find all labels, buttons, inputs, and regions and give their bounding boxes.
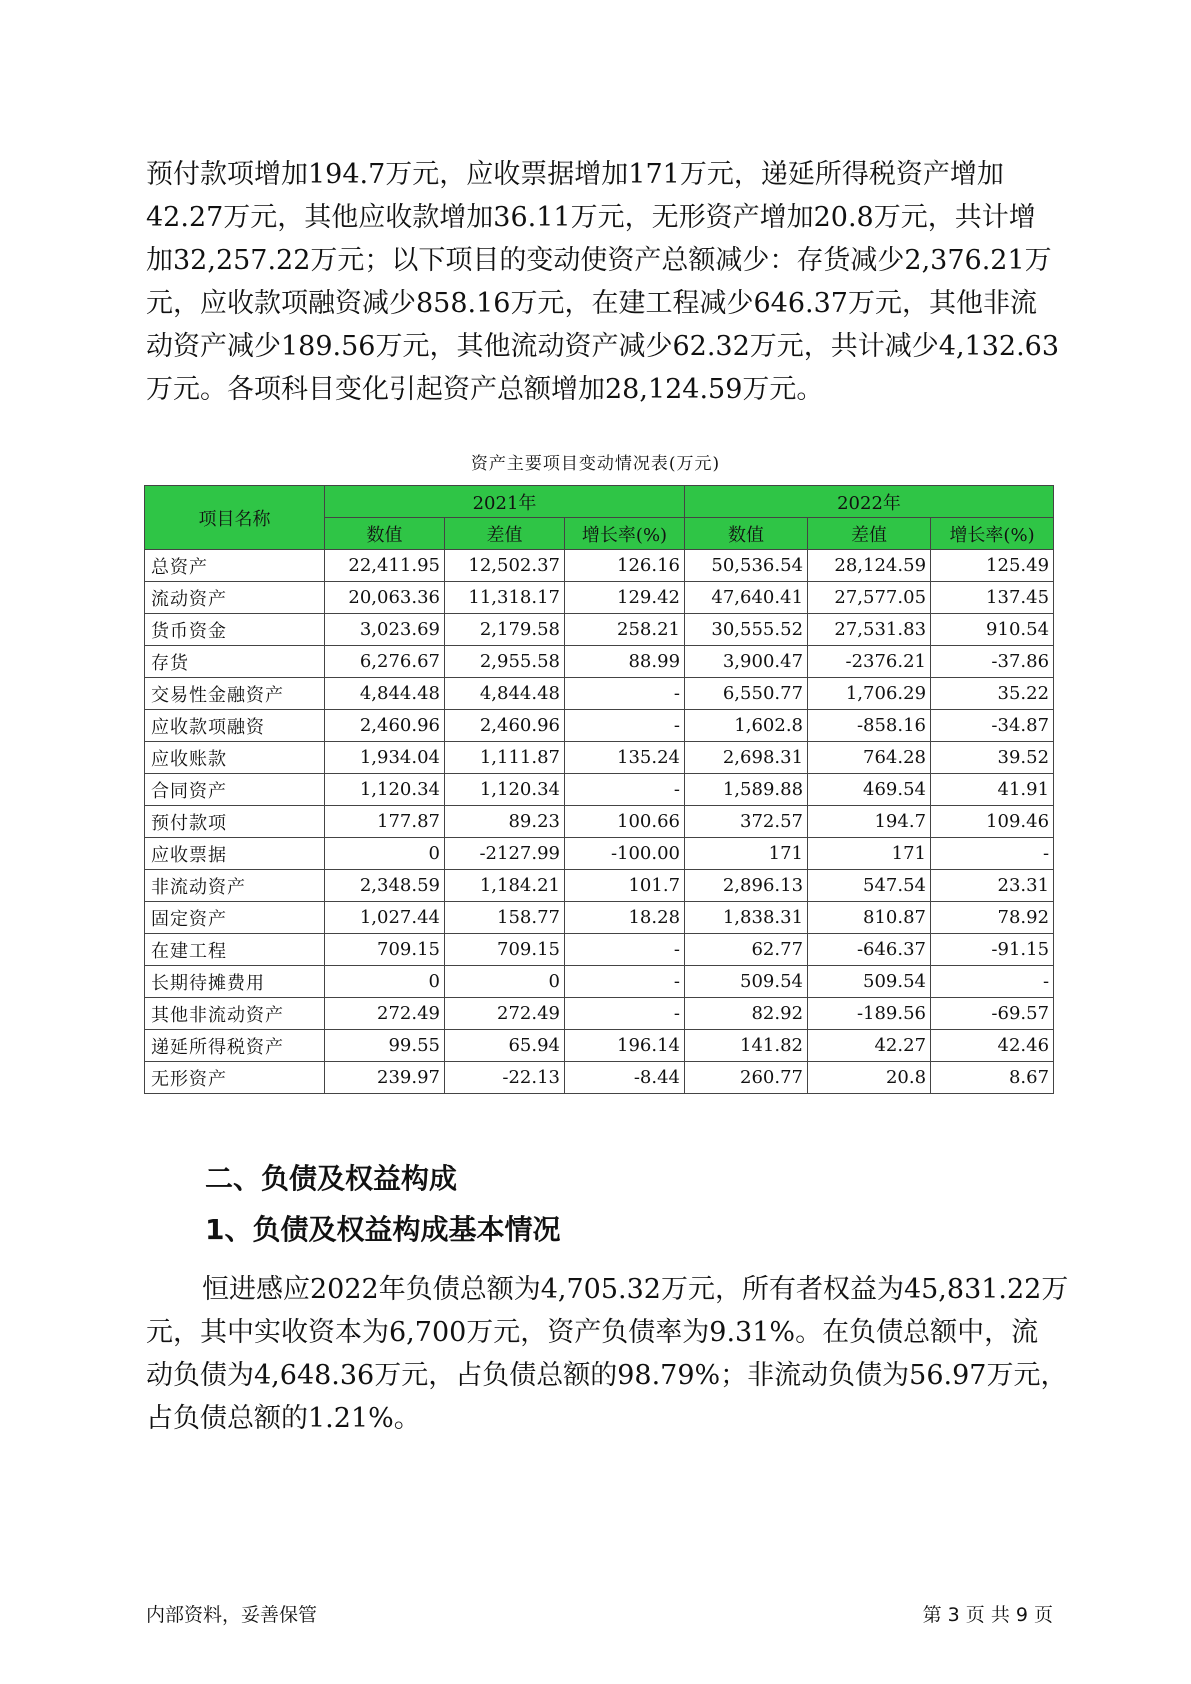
row-value-cell: 42.27 [808, 1030, 931, 1062]
row-value-cell: 910.54 [931, 614, 1054, 646]
row-value-cell: 1,706.29 [808, 678, 931, 710]
paragraph-line: 元，应收款项融资减少858.16万元，在建工程减少646.37万元，其他非流 [146, 288, 1037, 319]
row-item-name: 应收款项融资 [145, 710, 325, 742]
table-row [145, 806, 1054, 838]
row-value-cell: 1,602.8 [685, 710, 808, 742]
row-value-cell: -69.57 [931, 998, 1054, 1030]
table-row [145, 742, 1054, 774]
row-value-cell: -91.15 [931, 934, 1054, 966]
table-row [145, 710, 1054, 742]
row-value-cell: 30,555.52 [685, 614, 808, 646]
row-item-name: 合同资产 [145, 774, 325, 806]
header-diff-2021: 差值 [445, 518, 565, 550]
row-value-cell: 272.49 [325, 998, 445, 1030]
row-item-name: 应收票据 [145, 838, 325, 870]
row-value-cell: 6,550.77 [685, 678, 808, 710]
paragraph-line: 恒进感应2022年负债总额为4,705.32万元，所有者权益为45,831.22万 [202, 1274, 1069, 1305]
header-value-2022: 数值 [685, 518, 808, 550]
row-value-cell: 39.52 [931, 742, 1054, 774]
paragraph-line: 元，其中实收资本为6,700万元，资产负债率为9.31%。在负债总额中，流 [146, 1317, 1039, 1348]
row-item-name: 交易性金融资产 [145, 678, 325, 710]
row-value-cell: 1,111.87 [445, 742, 565, 774]
paragraph-line: 万元。各项科目变化引起资产总额增加28,124.59万元。 [146, 374, 824, 405]
footer-page-number: 第 3 页 共 9 页 [922, 1604, 1053, 1626]
row-item-name: 预付款项 [145, 806, 325, 838]
row-value-cell: 372.57 [685, 806, 808, 838]
table-row [145, 582, 1054, 614]
row-value-cell: 509.54 [808, 966, 931, 998]
row-value-cell: 260.77 [685, 1062, 808, 1094]
header-growth-2021: 增长率(%) [565, 518, 685, 550]
paragraph-line: 加32,257.22万元；以下项目的变动使资产总额减少：存货减少2,376.21万 [146, 245, 1052, 276]
row-value-cell: 1,120.34 [325, 774, 445, 806]
row-value-cell: 20.8 [808, 1062, 931, 1094]
row-value-cell: -858.16 [808, 710, 931, 742]
row-value-cell: 100.66 [565, 806, 685, 838]
row-item-name: 其他非流动资产 [145, 998, 325, 1030]
row-value-cell: 11,318.17 [445, 582, 565, 614]
row-value-cell: - [931, 838, 1054, 870]
row-value-cell: 196.14 [565, 1030, 685, 1062]
row-value-cell: 88.99 [565, 646, 685, 678]
table-row [145, 550, 1054, 582]
row-value-cell: 1,027.44 [325, 902, 445, 934]
row-value-cell: 42.46 [931, 1030, 1054, 1062]
row-item-name: 存货 [145, 646, 325, 678]
table-caption: 资产主要项目变动情况表(万元) [470, 454, 721, 474]
row-value-cell: 1,838.31 [685, 902, 808, 934]
row-value-cell: 272.49 [445, 998, 565, 1030]
row-value-cell: 126.16 [565, 550, 685, 582]
row-value-cell: 4,844.48 [325, 678, 445, 710]
row-value-cell: 41.91 [931, 774, 1054, 806]
row-value-cell: - [931, 966, 1054, 998]
header-year-2022: 2022年 [685, 486, 1054, 518]
row-value-cell: 12,502.37 [445, 550, 565, 582]
row-value-cell: 2,698.31 [685, 742, 808, 774]
row-value-cell: 1,184.21 [445, 870, 565, 902]
header-item-name: 项目名称 [145, 486, 325, 550]
row-value-cell: 171 [808, 838, 931, 870]
row-value-cell: - [565, 966, 685, 998]
row-item-name: 应收账款 [145, 742, 325, 774]
row-value-cell: 101.7 [565, 870, 685, 902]
row-value-cell: 158.77 [445, 902, 565, 934]
row-value-cell: 18.28 [565, 902, 685, 934]
row-value-cell: 194.7 [808, 806, 931, 838]
row-value-cell: -2127.99 [445, 838, 565, 870]
row-value-cell: 28,124.59 [808, 550, 931, 582]
header-year-2021: 2021年 [325, 486, 685, 518]
table-row [145, 774, 1054, 806]
row-value-cell: - [565, 774, 685, 806]
row-value-cell: 1,934.04 [325, 742, 445, 774]
row-value-cell: 239.97 [325, 1062, 445, 1094]
row-value-cell: 0 [445, 966, 565, 998]
row-value-cell: 135.24 [565, 742, 685, 774]
row-value-cell: -37.86 [931, 646, 1054, 678]
row-value-cell: 709.15 [325, 934, 445, 966]
row-item-name: 流动资产 [145, 582, 325, 614]
table-row [145, 998, 1054, 1030]
row-value-cell: 129.42 [565, 582, 685, 614]
paragraph-line: 动资产减少189.56万元，其他流动资产减少62.32万元，共计减少4,132.63 [146, 331, 1060, 362]
row-value-cell: 20,063.36 [325, 582, 445, 614]
sub-heading: 1、负债及权益构成基本情况 [205, 1213, 561, 1246]
row-value-cell: 47,640.41 [685, 582, 808, 614]
table-row [145, 934, 1054, 966]
row-value-cell: 1,589.88 [685, 774, 808, 806]
row-value-cell: 22,411.95 [325, 550, 445, 582]
row-value-cell: - [565, 998, 685, 1030]
row-value-cell: 23.31 [931, 870, 1054, 902]
row-value-cell: -2376.21 [808, 646, 931, 678]
row-value-cell: -646.37 [808, 934, 931, 966]
row-value-cell: 709.15 [445, 934, 565, 966]
row-value-cell: 89.23 [445, 806, 565, 838]
row-value-cell: 35.22 [931, 678, 1054, 710]
footer-confidential-note: 内部资料，妥善保管 [146, 1604, 318, 1626]
row-value-cell: 78.92 [931, 902, 1054, 934]
row-item-name: 在建工程 [145, 934, 325, 966]
row-value-cell: 141.82 [685, 1030, 808, 1062]
row-item-name: 非流动资产 [145, 870, 325, 902]
row-value-cell: 109.46 [931, 806, 1054, 838]
table-row [145, 902, 1054, 934]
row-value-cell: 3,023.69 [325, 614, 445, 646]
row-value-cell: 27,531.83 [808, 614, 931, 646]
table-row [145, 646, 1054, 678]
row-item-name: 长期待摊费用 [145, 966, 325, 998]
row-value-cell: 2,179.58 [445, 614, 565, 646]
row-value-cell: 2,348.59 [325, 870, 445, 902]
row-value-cell: - [565, 710, 685, 742]
row-value-cell: 82.92 [685, 998, 808, 1030]
section-heading: 二、负债及权益构成 [205, 1162, 458, 1195]
row-value-cell: -34.87 [931, 710, 1054, 742]
row-value-cell: 509.54 [685, 966, 808, 998]
table-row [145, 678, 1054, 710]
row-item-name: 固定资产 [145, 902, 325, 934]
row-value-cell: - [565, 678, 685, 710]
row-value-cell: 3,900.47 [685, 646, 808, 678]
row-value-cell: 50,536.54 [685, 550, 808, 582]
row-value-cell: 764.28 [808, 742, 931, 774]
paragraph-line: 预付款项增加194.7万元，应收票据增加171万元，递延所得税资产增加 [146, 159, 1004, 190]
table-row [145, 614, 1054, 646]
row-value-cell: 27,577.05 [808, 582, 931, 614]
row-value-cell: 1,120.34 [445, 774, 565, 806]
row-value-cell: 8.67 [931, 1062, 1054, 1094]
row-value-cell: 4,844.48 [445, 678, 565, 710]
row-value-cell: 99.55 [325, 1030, 445, 1062]
table-body [145, 550, 1054, 1094]
row-value-cell: 177.87 [325, 806, 445, 838]
row-value-cell: 2,460.96 [325, 710, 445, 742]
row-value-cell: -8.44 [565, 1062, 685, 1094]
header-value-2021: 数值 [325, 518, 445, 550]
body-paragraph [146, 1268, 1069, 1440]
row-value-cell: 2,955.58 [445, 646, 565, 678]
table-row [145, 838, 1054, 870]
row-value-cell: 258.21 [565, 614, 685, 646]
row-value-cell: 171 [685, 838, 808, 870]
table-row [145, 966, 1054, 998]
paragraph-line: 占负债总额的1.21%。 [146, 1403, 421, 1434]
header-diff-2022: 差值 [808, 518, 931, 550]
paragraph-line: 42.27万元，其他应收款增加36.11万元，无形资产增加20.8万元，共计增 [146, 202, 1036, 233]
row-value-cell: -100.00 [565, 838, 685, 870]
row-value-cell: 0 [325, 838, 445, 870]
row-value-cell: 0 [325, 966, 445, 998]
table-row [145, 1030, 1054, 1062]
row-value-cell: 137.45 [931, 582, 1054, 614]
table-row [145, 870, 1054, 902]
row-value-cell: -22.13 [445, 1062, 565, 1094]
row-item-name: 递延所得税资产 [145, 1030, 325, 1062]
row-value-cell: 469.54 [808, 774, 931, 806]
row-item-name: 无形资产 [145, 1062, 325, 1094]
row-value-cell: -189.56 [808, 998, 931, 1030]
paragraph-line: 动负债为4,648.36万元，占负债总额的98.79%；非流动负债为56.97万元， [146, 1360, 1068, 1391]
row-item-name: 货币资金 [145, 614, 325, 646]
row-value-cell: 62.77 [685, 934, 808, 966]
body-paragraph [146, 153, 1060, 411]
asset-change-table [144, 485, 1054, 1094]
row-value-cell: 125.49 [931, 550, 1054, 582]
row-value-cell: 2,896.13 [685, 870, 808, 902]
row-item-name: 总资产 [145, 550, 325, 582]
row-value-cell: 547.54 [808, 870, 931, 902]
header-growth-2022: 增长率(%) [931, 518, 1054, 550]
row-value-cell: - [565, 934, 685, 966]
row-value-cell: 6,276.67 [325, 646, 445, 678]
row-value-cell: 810.87 [808, 902, 931, 934]
row-value-cell: 2,460.96 [445, 710, 565, 742]
row-value-cell: 65.94 [445, 1030, 565, 1062]
table-row [145, 1062, 1054, 1094]
